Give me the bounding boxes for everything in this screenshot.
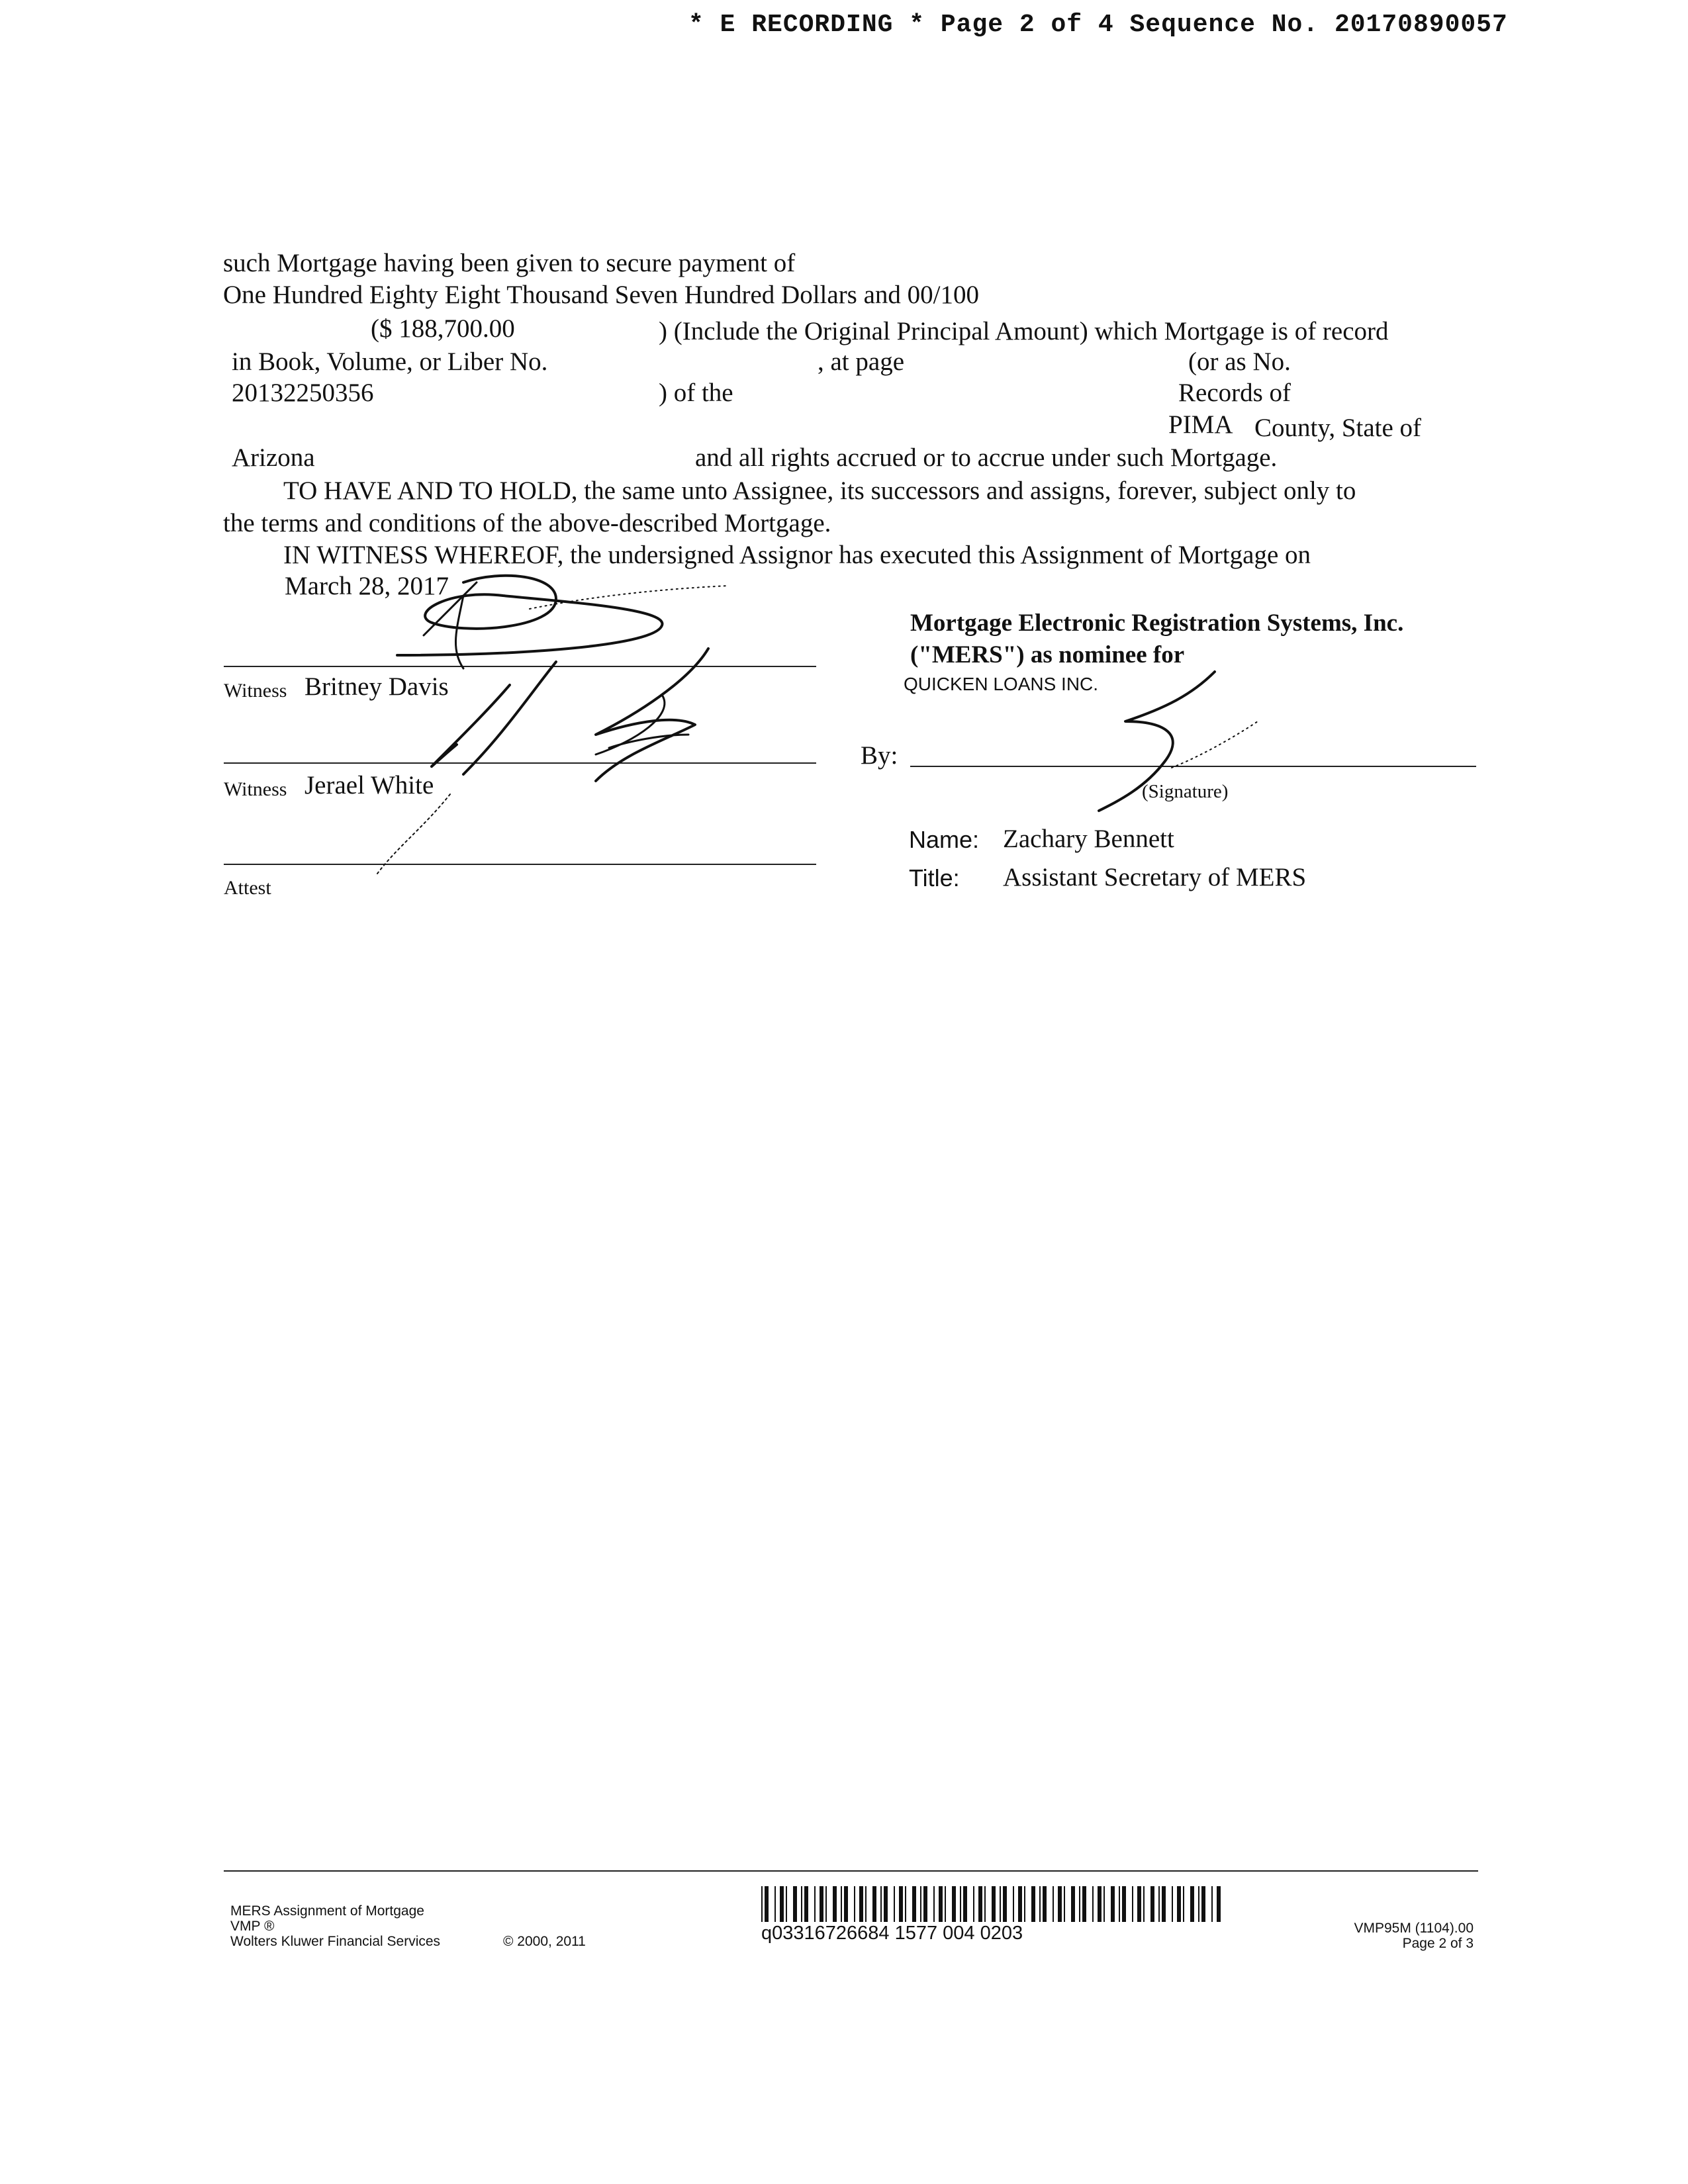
barcode-bar — [1137, 1886, 1141, 1922]
footer-form-name: MERS Assignment of Mortgage — [230, 1903, 424, 1919]
barcode-bar — [1013, 1886, 1014, 1922]
barcode-bar — [1018, 1886, 1022, 1922]
signer-name: Zachary Bennett — [1003, 825, 1174, 853]
barcode-bar — [933, 1886, 935, 1922]
barcode-bar — [1183, 1886, 1184, 1922]
barcode-bar — [854, 1886, 855, 1922]
instrument-number: 20132250356 — [232, 379, 374, 407]
amount-note: ) (Include the Original Principal Amount) which Mortgage is of record — [659, 317, 1389, 345]
barcode-bar — [804, 1886, 808, 1922]
state-name: Arizona — [232, 443, 315, 472]
barcode-text: q03316726684 1577 004 0203 — [761, 1923, 1023, 1944]
barcode-bar — [1211, 1886, 1213, 1922]
name-label: Name: — [909, 826, 980, 853]
in-witness-line: IN WITNESS WHEREOF, the undersigned Assignor has executed this Assignment of Mortgage on — [283, 541, 1311, 569]
barcode-bar — [820, 1886, 823, 1922]
amount-in-words: One Hundred Eighty Eight Thousand Seven Hundred Dollars and 00/100 — [223, 281, 980, 309]
execution-date: March 28, 2017 — [285, 572, 449, 600]
barcode-bar — [1103, 1886, 1105, 1922]
witness-1-label: Witness — [224, 680, 287, 702]
barcode-bar — [1143, 1886, 1145, 1922]
footer-vendor: VMP ® — [230, 1919, 275, 1934]
barcode-bar — [1064, 1886, 1065, 1922]
barcode-bar — [899, 1886, 903, 1922]
county-state-label: County, State of — [1254, 414, 1422, 442]
barcode-bar — [1132, 1886, 1133, 1922]
barcode-bar — [793, 1886, 797, 1922]
barcode-bar — [1190, 1886, 1194, 1922]
barcode-bar — [833, 1886, 837, 1922]
nominee-for: QUICKEN LOANS INC. — [904, 674, 1099, 694]
barcode-bar — [912, 1886, 916, 1922]
assignor-name: Mortgage Electronic Registration Systems, Inc. — [910, 610, 1404, 637]
barcode-bar — [1098, 1886, 1102, 1922]
barcode-bar — [1058, 1886, 1062, 1922]
barcode-bar — [963, 1886, 967, 1922]
barcode-bar — [960, 1886, 961, 1922]
barcode-bar — [1024, 1886, 1025, 1922]
barcode-bar — [774, 1886, 776, 1922]
footer-form-code: VMP95M (1104).00 — [1354, 1921, 1474, 1936]
habendum-line-2: the terms and conditions of the above-described Mortgage. — [223, 509, 831, 537]
barcode-bar — [1092, 1886, 1094, 1922]
records-of-label: Records of — [1178, 379, 1291, 407]
barcode-bar — [844, 1886, 848, 1922]
footer-copyright: © 2000, 2011 — [503, 1934, 586, 1949]
barcode-bar — [978, 1886, 982, 1922]
barcode-bar — [1082, 1886, 1086, 1922]
barcode-bar — [920, 1886, 921, 1922]
barcode-bar — [825, 1886, 827, 1922]
barcode-bar — [865, 1886, 867, 1922]
barcode-bar — [1177, 1886, 1181, 1922]
barcode-bar — [1162, 1886, 1166, 1922]
of-the-label: ) of the — [659, 379, 733, 407]
barcode-bar — [1119, 1886, 1120, 1922]
amount-numeric: ($ 188,700.00 — [371, 314, 515, 343]
barcode-bar — [780, 1886, 784, 1922]
witness-2-label: Witness — [224, 778, 287, 800]
footer-page-of: Page 2 of 3 — [1402, 1936, 1474, 1951]
barcode-bar — [905, 1886, 906, 1922]
signer-title: Assistant Secretary of MERS — [1003, 863, 1307, 891]
by-label: By: — [861, 741, 898, 770]
barcode-bar — [952, 1886, 956, 1922]
barcode-bar — [1003, 1886, 1007, 1922]
barcode-bar — [765, 1886, 769, 1922]
signature-caption: (Signature) — [1142, 781, 1229, 802]
barcode-bar — [1201, 1886, 1205, 1922]
rights-clause: and all rights accrued or to accrue under such Mortgage. — [695, 443, 1278, 472]
assignor-abbrev: ("MERS") as nominee for — [910, 641, 1185, 668]
barcode-bar — [801, 1886, 802, 1922]
habendum-line-1: TO HAVE AND TO HOLD, the same unto Assignee, its successors and assigns, forever, subject only to — [283, 477, 1356, 505]
barcode-bar — [880, 1886, 882, 1922]
barcode-bar — [1111, 1886, 1115, 1922]
witness-2-name: Jerael White — [305, 771, 434, 799]
barcode-bar — [992, 1886, 996, 1922]
barcode-bar — [1031, 1886, 1035, 1922]
book-volume-label: in Book, Volume, or Liber No. — [232, 347, 548, 376]
barcode-bar — [859, 1886, 863, 1922]
recording-stamp: * E RECORDING * Page 2 of 4 Sequence No. 20170890057 — [688, 11, 1508, 39]
barcode-bar — [786, 1886, 787, 1922]
barcode-bar — [1172, 1886, 1173, 1922]
barcode-bar — [1122, 1886, 1126, 1922]
barcode-bar — [973, 1886, 974, 1922]
barcode-bar — [872, 1886, 876, 1922]
barcode-bar — [984, 1886, 986, 1922]
barcode-bar — [894, 1886, 895, 1922]
barcode-bar — [814, 1886, 816, 1922]
county-name: PIMA — [1168, 410, 1233, 439]
barcode-bar — [761, 1886, 763, 1922]
barcode-bar — [1158, 1886, 1160, 1922]
barcode-bar — [1043, 1886, 1047, 1922]
footer-publisher: Wolters Kluwer Financial Services — [230, 1934, 441, 1949]
barcode — [761, 1886, 1225, 1923]
witness-1-name: Britney Davis — [305, 672, 449, 701]
barcode-bar — [923, 1886, 927, 1922]
footer-rule — [224, 1870, 1478, 1872]
barcode-bar — [945, 1886, 946, 1922]
attest-label: Attest — [224, 877, 271, 899]
title-label: Title: — [909, 864, 960, 891]
barcode-bar — [884, 1886, 888, 1922]
barcode-bar — [1079, 1886, 1080, 1922]
barcode-bar — [1217, 1886, 1221, 1922]
body-line-1: such Mortgage having been given to secure payment of — [223, 249, 796, 277]
barcode-bar — [1198, 1886, 1199, 1922]
barcode-bar — [1039, 1886, 1041, 1922]
barcode-bar — [1071, 1886, 1075, 1922]
barcode-bar — [1000, 1886, 1001, 1922]
barcode-bar — [1150, 1886, 1154, 1922]
barcode-bar — [1053, 1886, 1054, 1922]
barcode-bar — [841, 1886, 842, 1922]
barcode-bar — [939, 1886, 943, 1922]
as-no-label: (or as No. — [1188, 347, 1291, 376]
at-page-label: , at page — [818, 347, 905, 376]
